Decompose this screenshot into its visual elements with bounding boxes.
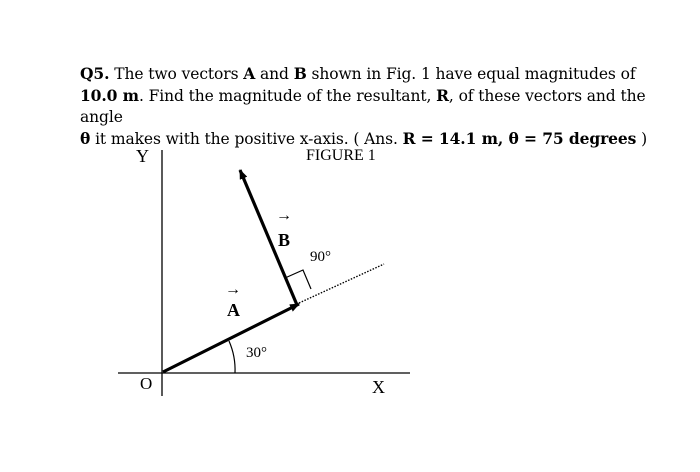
angle-90-label: 90° <box>310 249 331 265</box>
vector-b-label: B <box>278 230 291 250</box>
angle-arc-30 <box>229 341 235 373</box>
resultant-ref: R <box>436 86 449 105</box>
question-number: Q5. <box>80 64 110 83</box>
theta-symbol: θ <box>80 129 91 148</box>
vector-a-arrow-symbol: → <box>225 281 241 298</box>
angle-30-label: 30° <box>246 345 267 361</box>
x-axis-label: X <box>372 377 385 397</box>
origin-label: O <box>140 374 153 393</box>
dotted-extension-line <box>299 264 384 303</box>
question-text: Q5. The two vectors A and B shown in Fig. 1 have equal magnitudes of 10.0 m. Find the magnitude of the resultant, R, of these vectors and the angle θ it makes with the positive x-axis. ( Ans. R = 14.1 m, θ = 75 degrees ) <box>80 64 648 148</box>
magnitude-value: 10.0 m <box>80 86 139 105</box>
vector-a-ref: A <box>243 64 256 83</box>
vector-b-ref: B <box>293 64 307 83</box>
vector-b-arrow-symbol: → <box>276 207 292 224</box>
answer-text: R = 14.1 m, θ = 75 degrees <box>402 129 637 148</box>
vector-a-label: A <box>227 300 240 320</box>
y-axis-label: Y <box>136 146 149 166</box>
figure-title: FIGURE 1 <box>306 147 376 164</box>
